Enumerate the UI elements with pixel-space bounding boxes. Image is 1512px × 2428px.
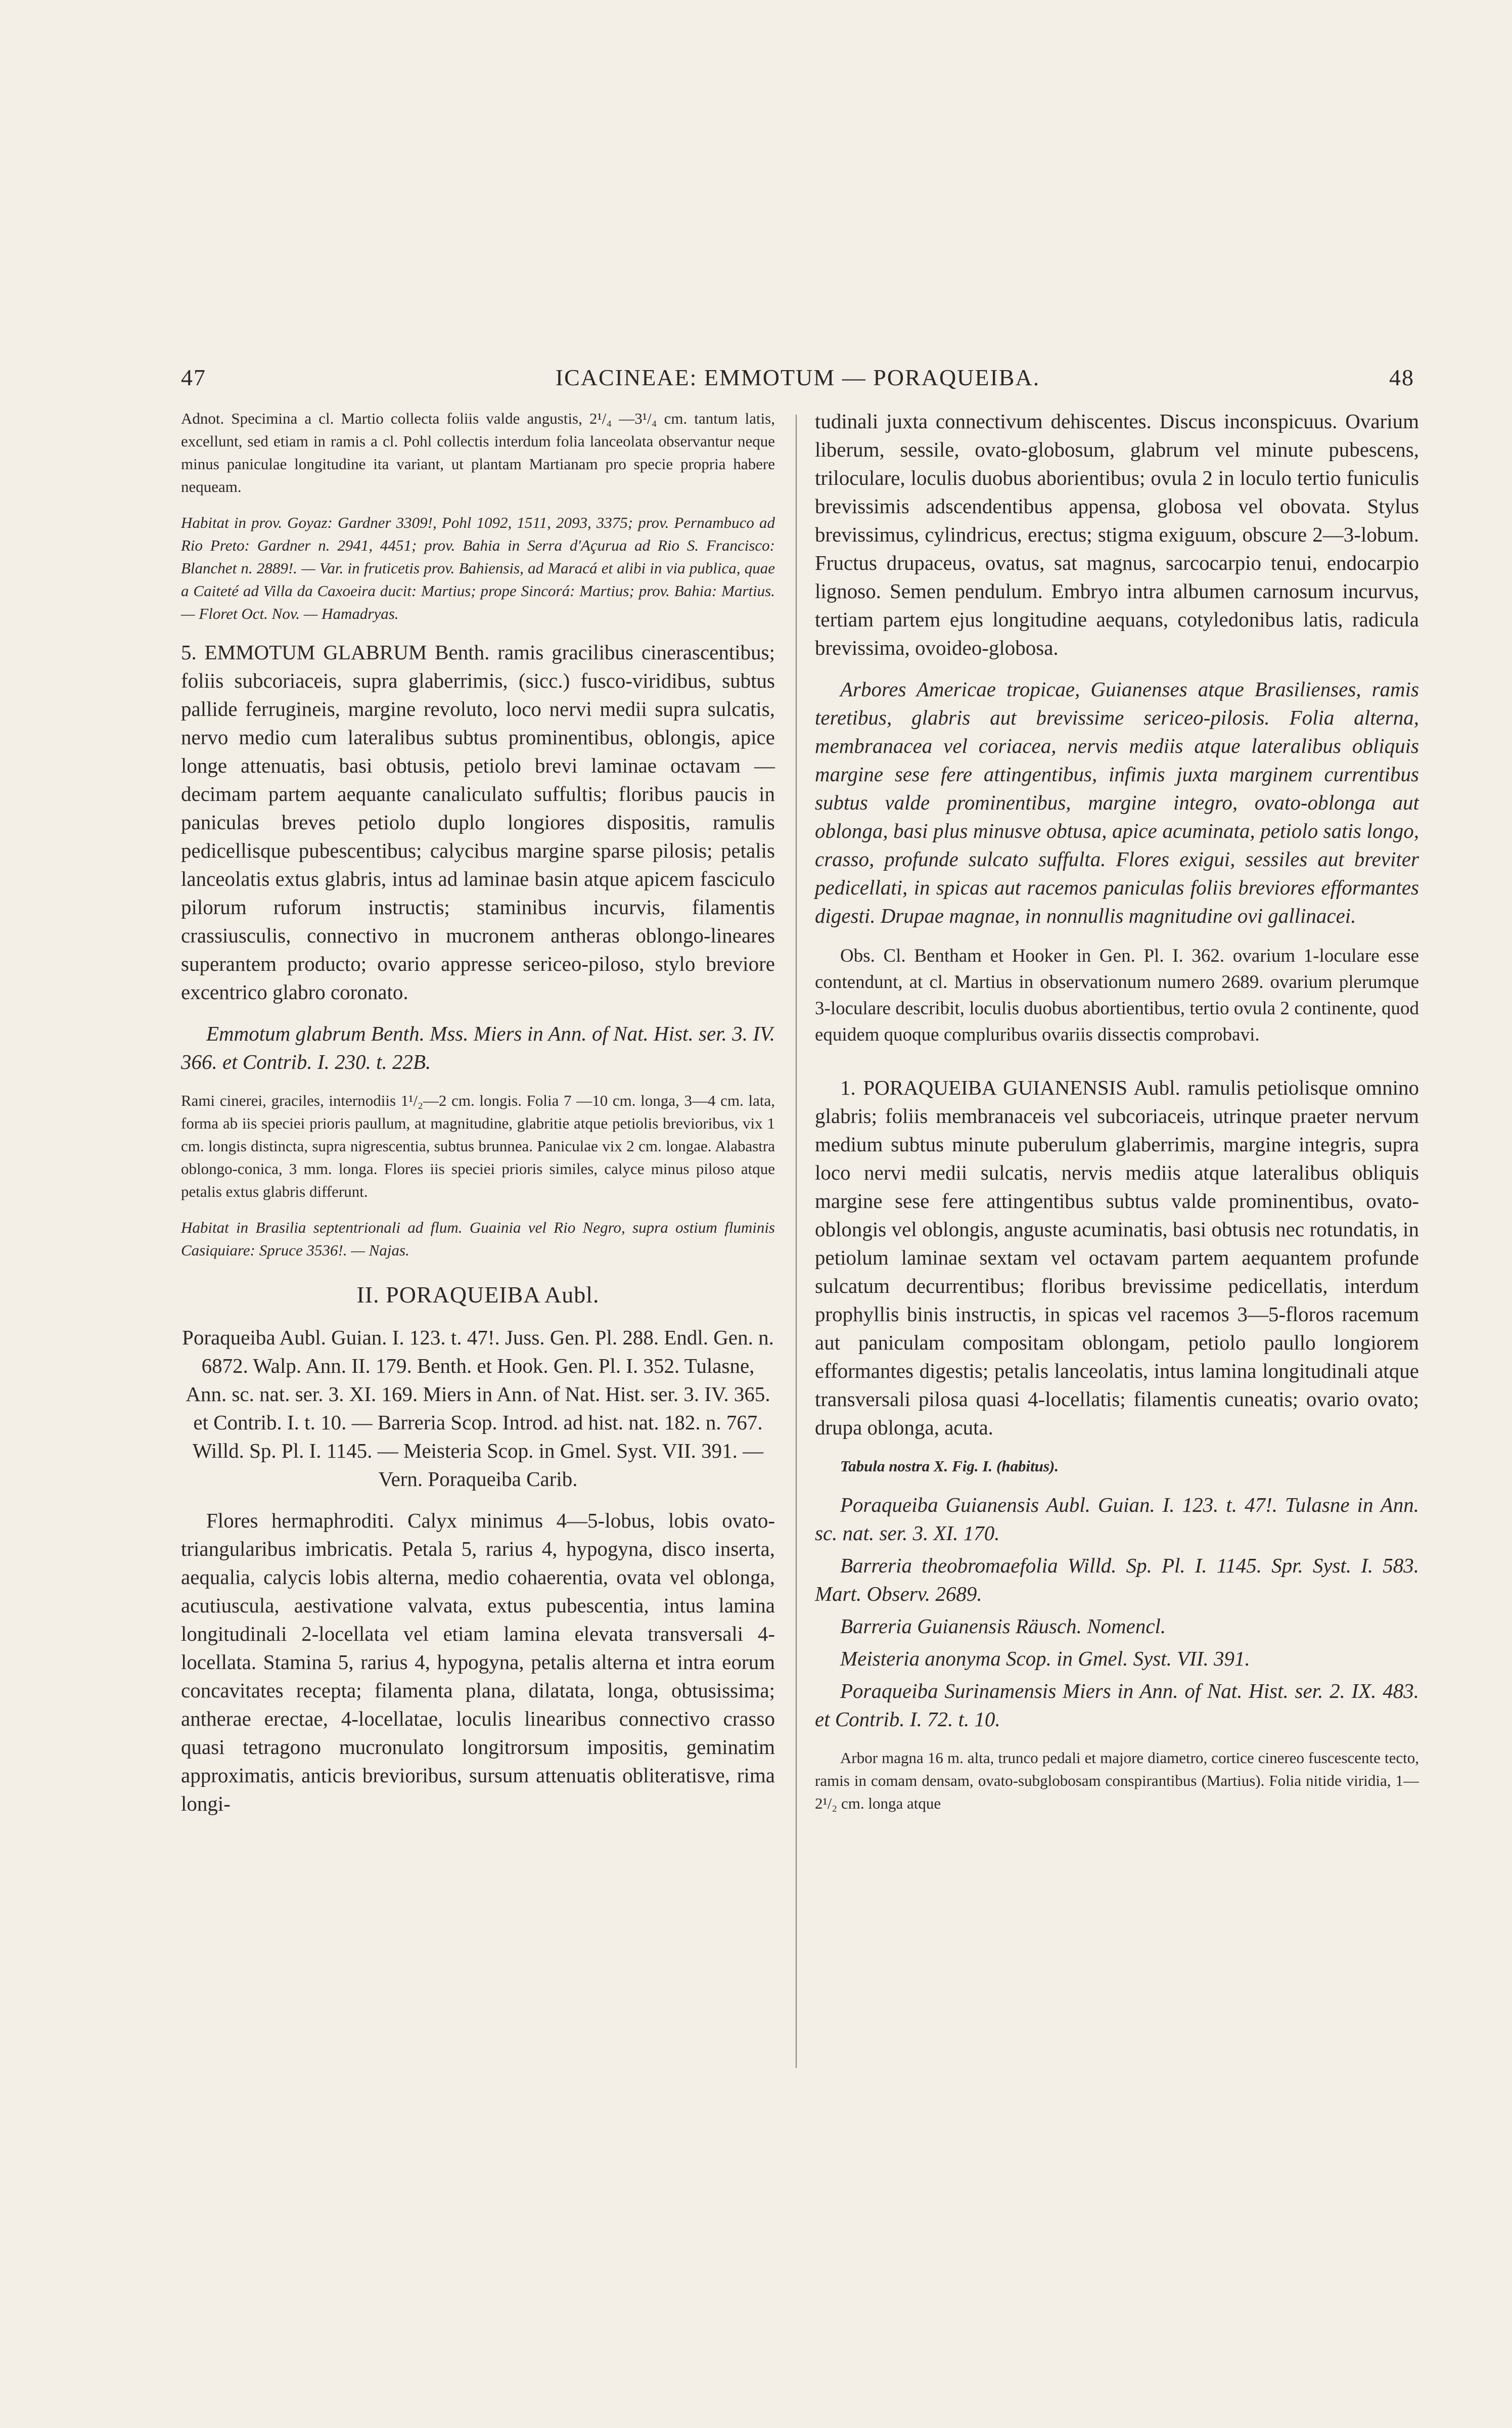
adnotation-paragraph: Adnot. Specimina a cl. Martio collecta foliis valde angustis, 2¹/₄ —3¹/₄ cm. tantum latis, excellunt, sed etiam in ramis a cl. Pohl collectis interdum folia lanceolata observantur neque minus paniculae longitudine ita variant, ut plantam Martianam pro specie propria habere nequeam. [181,410,775,496]
genus-heading: II. PORAQUEIBA Aubl. [356,1282,600,1308]
running-header [181,354,1414,404]
genus-description: Flores hermaphroditi. Calyx minimus 4—5-lobus, lobis ovato-triangularibus imbricatis. Petala 5, rarius 4, hypogyna, disco inserta, aequalia, calycis lobis alterna, medio cohaerentia, ovata vel oblonga, acutiuscula, aestivatione valvata, extus pubescentia, intus lamina longitudinali 2-locellata vel etiam lamina elevata transversali 4-locellata. Stamina 5, rarius 4, hypogyna, petalis alterna et intra eorum concavitates recepta; filamenta plana, dilatata, longa, obtusissima; antherae erectae, 4-locellatae, loculis linearibus connectivo crasso quasi tetragono mucronulato longitrorsum impositis, geminatim approximatis, anticis brevioribus, sursum attenuatis obliteratisve, rima longi- [181,1509,775,1815]
species-5-synonyms: Emmotum glabrum Benth. Mss. Miers in Ann. of Nat. Hist. ser. 3. IV. 366. et Contrib. I. 230. t. 22B. [181,1022,775,1073]
page-number-right: 48 [1389,365,1414,390]
arbores-paragraph: Arbores Americae tropicae, Guianenses atque Brasilienses, ramis teretibus, glabris aut brevissime sericeo-pilosis. Folia alterna, membranacea vel coriacea, nervis mediis atque lateralibus obliquis margine sese fere attingentibus, infimis juxta marginem currentibus subtus valde prominentibus, margine integro, ovato-oblonga aut oblonga, basi plus minusve obtusa, apice acuminata, petiolo satis longo, crasso, profunde sulcato suffulta. Flores exigui, sessiles aut breviter pedicellati, in spicas aut racemos paniculas foliis breviores efformantes digesti. Drupae magnae, in nonnullis magnitudine ovi gallinacei. [815,678,1419,927]
column-divider [796,415,797,2068]
species-5-details: Rami cinerei, graciles, internodiis 1¹/₂—2 cm. longis. Folia 7 —10 cm. longa, 3—4 cm. lata, forma ab iis speciei prioris paullum, at magnitudine, glabritie atque petiolis brevioribus, vix 1 cm. longis distincta, supra nigrescentia, subtus brunnea. Paniculae vix 2 cm. longae. Alabastra oblongo-conica, 3 mm. longa. Flores iis speciei prioris similes, calyce minus piloso atque petalis extus glabris differunt. [181,1092,775,1200]
synonym-3: Barreria Guianensis Räusch. Nomencl. [840,1614,1166,1638]
species-1-description: 1. PORAQUEIBA GUIANENSIS Aubl. ramulis petiolisque omnino glabris; foliis membranaceis vel subcoriaceis, utrinque praeter nervum medium subtus minute puberulum glaberrimis, margine integris, supra loco nervi medii sulcatis, nervis mediis atque lateralibus obliquis margine sese fere attingentibus subtus valde prominentibus, ovato-oblongis vel oblongis, anguste acuminatis, basi obtusis nec rotundatis, in petiolum laminae sextam vel octavam partem aequantem profunde sulcatum decurrentibus; floribus brevissime pedicellatis, interdum prophyllis binis instructis, in spicas vel racemos 3—5-floros racemum aut paniculam compositam oblongam, petiolo paullo longiorem efformantes digestis; petalis lanceolatis, intus lamina longitudinali atque transversali pilosa quasi 4-locellatis; filamentis cuneatis; ovario ovato; drupa oblonga, acuta. [815,1076,1419,1439]
genus-description-continued: tudinali juxta connectivum dehiscentes. Discus inconspicuus. Ovarium liberum, sessile, ovato-globosum, glabrum vel minute pubescens, triloculare, loculis duobus aborientibus; ovula 2 in loculo tertio funiculis brevissimis adscendentibus appensa, globosa vel obovata. Stylus brevissimus, cylindricus, erectus; stigma exiguum, obscure 2—3-lobum. Fructus drupaceus, ovatus, sat magnus, sarcocarpio tenui, endocarpio lignoso. Semen pendulum. Embryo intra albumen carnosum incurvus, tertiam partem ejus longitudine aequans, cotyledonibus latis, radicula brevissima, ovoideo-globosa. [815,410,1419,659]
page-number-left: 47 [181,365,206,390]
species-5-description: 5. EMMOTUM GLABRUM Benth. ramis gracilibus cinerascentibus; foliis subcoriaceis, supra glaberrimis, (sicc.) fusco-viridibus, subtus pallide ferrugineis, margine revoluto, loco nervi medii supra sulcatis, nervo medio cum lateralibus subtus prominentibus, oblongis, apice longe attenuatis, basi obtusis, petiolo brevi laminae octavam — decimam partem aequante canaliculato suffultis; floribus paucis in paniculas breves petiolo duplo longiores dispositis, ramulis pedicellisque pubescentibus; calycibus margine sparse pilosis; petalis lanceolatis extus glabris, intus ad laminae basin atque apicem fasciculo pilorum ruforum instructis; staminibus incurvis, filamentis crassiusculis, connectivo in mucronem antheras oblongo-lineares superantem producto; ovario appresse sericeo-piloso, stylo breviore excentrico glabro coronato. [181,641,775,1004]
synonym-5: Poraqueiba Surinamensis Miers in Ann. of Nat. Hist. ser. 2. IX. 483. et Contrib. I. 72. t. 10. [815,1679,1419,1731]
arbor-description: Arbor magna 16 m. alta, trunco pedali et majore diametro, cortice cinereo fuscescente tecto, ramis in comam densam, ovato-subglobosam conspirantibus (Martius). Folia nitide viridia, 1—2¹/₂ cm. longa atque [815,1749,1419,1812]
spacer [815,1061,1419,1073]
plate-reference: Tabula nostra X. Fig. I. (habitus). [840,1457,1059,1475]
synonym-4: Meisteria anonyma Scop. in Gmel. Syst. VII. 391. [840,1647,1250,1670]
genus-synonyms: Poraqueiba Aubl. Guian. I. 123. t. 47!. Juss. Gen. Pl. 288. Endl. Gen. n. 6872. Walp. Ann. II. 179. Benth. et Hook. Gen. Pl. I. 352. Tulasne, Ann. sc. nat. ser. 3. XI. 169. Miers in Ann. of Nat. Hist. ser. 3. IV. 365. et Contrib. I. t. 10. — Barreria Scop. Introd. ad hist. nat. 182. n. 767. Willd. Sp. Pl. I. 1145. — Meisteria Scop. in Gmel. Syst. VII. 391. — Vern. Poraqueiba Carib. [182,1326,774,1491]
running-title: ICACINEAE: EMMOTUM — PORAQUEIBA. [555,365,1040,390]
species-5-habitat: Habitat in Brasilia septentrionali ad flum. Guainia vel Rio Negro, supra ostium fluminis Casiquiare: Spruce 3536!. — Najas. [181,1219,775,1259]
synonym-1: Poraqueiba Guianensis Aubl. Guian. I. 123. t. 47!. Tulasne in Ann. sc. nat. ser. 3. XI. 170. [815,1493,1419,1545]
synonym-2: Barreria theobromaefolia Willd. Sp. Pl. I. 1145. Spr. Syst. I. 583. Mart. Observ. 2689. [815,1554,1419,1605]
right-column [815,407,1419,1828]
left-column [181,407,775,1831]
observation-paragraph: Obs. Cl. Bentham et Hooker in Gen. Pl. I. 362. ovarium 1-loculare esse contendunt, at cl. Martius in observationum numero 2689. ovarium plerumque 3-loculare describit, loculis duobus abortientibus, tertio ovula 2 continente, quod equidem quoque compluribus ovariis dissectis comprobavi. [815,946,1419,1045]
habitat-paragraph: Habitat in prov. Goyaz: Gardner 3309!, Pohl 1092, 1511, 2093, 3375; prov. Pernambuco ad Rio Preto: Gardner n. 2941, 4451; prov. Bahia in Serra d'Açurua ad Rio S. Francisco: Blanchet n. 2889!. — Var. in fruticetis prov. Bahiensis, ad Maracá et alibi in via publica, quae a Caiteté ad Villa da Caxoeira ducit: Martius; prope Sincorá: Martius; prov. Bahia: Martius. — Floret Oct. Nov. — Hamadryas. [181,514,775,622]
